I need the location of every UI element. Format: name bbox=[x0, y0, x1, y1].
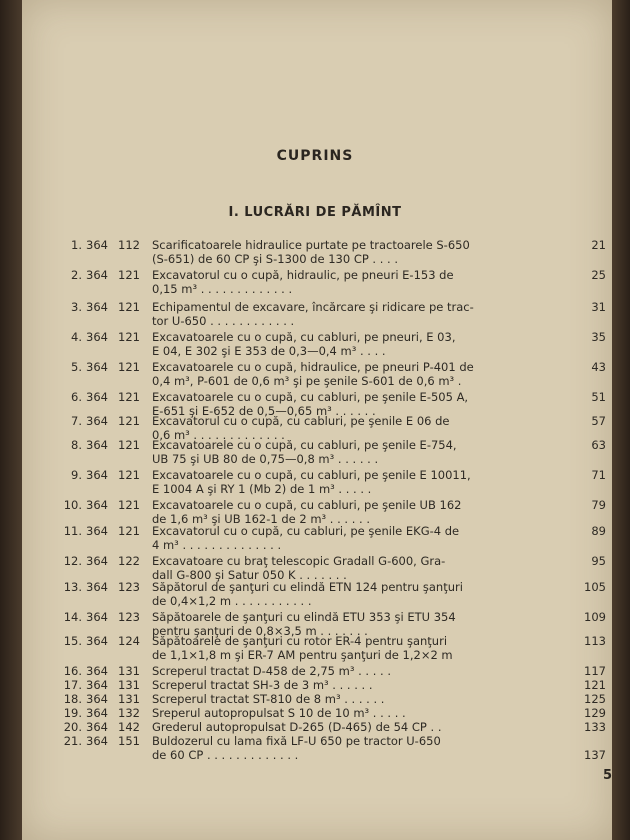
entry-number: 14. bbox=[63, 610, 82, 624]
entry-code-2: 121 bbox=[118, 414, 140, 428]
entry-code-1: 364 bbox=[86, 692, 108, 706]
entry-page: 125 bbox=[584, 692, 606, 706]
entry-title: Săpătorul de şanţuri cu elindă ETN 124 pentru şanţuri de 0,4×1,2 m . . . . . . . . . . . bbox=[152, 580, 463, 608]
entry-title: Săpătoarele de şanţuri cu rotor ER-4 pentru şanţuri de 1,1×1,8 m şi ER-7 AM pentru şanţuri de 1,2×2 m bbox=[152, 634, 453, 662]
entry-number: 21. bbox=[63, 734, 82, 748]
entry-title: Săpătoarele de şanţuri cu elindă ETU 353 şi ETU 354 pentru şanţuri de 0,8×3,5 m . . . . . . . bbox=[152, 610, 456, 638]
entry-code-2: 121 bbox=[118, 468, 140, 482]
entry-number: 2. bbox=[71, 268, 82, 282]
entry-code-1: 364 bbox=[86, 678, 108, 692]
entry-code-1: 364 bbox=[86, 554, 108, 568]
entry-page: 25 bbox=[591, 268, 606, 282]
entry-number: 1. bbox=[71, 238, 82, 252]
entry-title: Excavatoare cu braţ telescopic Gradall G-600, Gra- dall G-800 şi Satur 050 K . . . . . . . bbox=[152, 554, 446, 582]
entry-number: 11. bbox=[63, 524, 82, 538]
entry-page: 109 bbox=[584, 610, 606, 624]
entry-number: 16. bbox=[63, 664, 82, 678]
entry-code-1: 364 bbox=[86, 414, 108, 428]
entry-code-2: 142 bbox=[118, 720, 140, 734]
entry-number: 5. bbox=[71, 360, 82, 374]
entry-page: 129 bbox=[584, 706, 606, 720]
entry-page: 89 bbox=[591, 524, 606, 538]
entry-number: 9. bbox=[71, 468, 82, 482]
entry-code-1: 364 bbox=[86, 300, 108, 314]
entry-number: 18. bbox=[63, 692, 82, 706]
contents-title: CUPRINS bbox=[276, 148, 354, 164]
entry-code-1: 364 bbox=[86, 468, 108, 482]
entry-title: Excavatorul cu o cupă, cu cabluri, pe şenile E 06 de 0,6 m³ . . . . . . . . . . . . . bbox=[152, 414, 450, 442]
entry-code-1: 364 bbox=[86, 498, 108, 512]
entry-code-2: 131 bbox=[118, 678, 140, 692]
entry-code-1: 364 bbox=[86, 706, 108, 720]
entry-page: 133 bbox=[584, 720, 606, 734]
entry-number: 3. bbox=[71, 300, 82, 314]
entry-code-2: 121 bbox=[118, 360, 140, 374]
entry-title: Excavatoarele cu o cupă, cu cabluri, pe şenile E-505 A, E-651 şi E-652 de 0,5—0,65 m³ . . . . . . bbox=[152, 390, 469, 418]
entry-title: Excavatoarele cu o cupă, cu cabluri, pe pneuri, E 03, E 04, E 302 şi E 353 de 0,3—0,4 m³ . . . . bbox=[152, 330, 456, 358]
entry-code-1: 364 bbox=[86, 580, 108, 594]
entry-page: 113 bbox=[584, 634, 606, 648]
entry-code-1: 364 bbox=[86, 524, 108, 538]
entry-code-2: 123 bbox=[118, 580, 140, 594]
entry-page: 121 bbox=[584, 678, 606, 692]
entry-code-2: 151 bbox=[118, 734, 140, 748]
entry-code-1: 364 bbox=[86, 438, 108, 452]
entry-page: 51 bbox=[591, 390, 606, 404]
entry-page: 105 bbox=[584, 580, 606, 594]
entry-number: 20. bbox=[63, 720, 82, 734]
entry-page: 43 bbox=[591, 360, 606, 374]
entry-page: 137 bbox=[584, 748, 606, 762]
entry-number: 19. bbox=[63, 706, 82, 720]
entry-code-2: 131 bbox=[118, 692, 140, 706]
entry-code-2: 122 bbox=[118, 554, 140, 568]
entry-page: 117 bbox=[584, 664, 606, 678]
entry-number: 4. bbox=[71, 330, 82, 344]
entry-code-2: 123 bbox=[118, 610, 140, 624]
entry-code-1: 364 bbox=[86, 720, 108, 734]
entry-code-1: 364 bbox=[86, 390, 108, 404]
entry-code-1: 364 bbox=[86, 634, 108, 648]
entry-title: Excavatoarele cu o cupă, hidraulice, pe pneuri P-401 de 0,4 m³, P-601 de 0,6 m³ şi pe şenile S-601 de 0,6 m³ . bbox=[152, 360, 474, 388]
entry-page: 95 bbox=[591, 554, 606, 568]
entry-code-2: 112 bbox=[118, 238, 140, 252]
entry-title: Grederul autopropulsat D-265 (D-465) de 54 CP . . bbox=[152, 720, 442, 734]
entry-page: 79 bbox=[591, 498, 606, 512]
entry-page: 31 bbox=[591, 300, 606, 314]
entry-number: 15. bbox=[63, 634, 82, 648]
entry-page: 57 bbox=[591, 414, 606, 428]
entry-title: Sreperul autopropulsat S 10 de 10 m³ . . . . . bbox=[152, 706, 406, 720]
entry-code-1: 364 bbox=[86, 268, 108, 282]
entry-number: 7. bbox=[71, 414, 82, 428]
entry-code-2: 121 bbox=[118, 438, 140, 452]
entry-code-2: 121 bbox=[118, 300, 140, 314]
entry-title: Buldozerul cu lama fixă LF-U 650 pe tractor U-650 de 60 CP . . . . . . . . . . . . . bbox=[152, 734, 441, 762]
entry-title: Excavatoarele cu o cupă, cu cabluri, pe şenile E-754, UB 75 şi UB 80 de 0,75—0,8 m³ . . . . . . bbox=[152, 438, 457, 466]
page-right-edge bbox=[612, 0, 630, 840]
entry-title: Screperul tractat SH-3 de 3 m³ . . . . . . bbox=[152, 678, 373, 692]
entry-code-2: 131 bbox=[118, 664, 140, 678]
entry-code-2: 132 bbox=[118, 706, 140, 720]
entry-code-2: 121 bbox=[118, 498, 140, 512]
entry-page: 63 bbox=[591, 438, 606, 452]
entry-code-1: 364 bbox=[86, 360, 108, 374]
entry-number: 8. bbox=[71, 438, 82, 452]
entry-page: 71 bbox=[591, 468, 606, 482]
book-spine-shadow bbox=[0, 0, 22, 840]
entry-page: 21 bbox=[591, 238, 606, 252]
entry-title: Screperul tractat D-458 de 2,75 m³ . . . . . bbox=[152, 664, 392, 678]
entry-title: Excavatoarele cu o cupă, cu cabluri, pe şenile E 10011, E 1004 A şi RY 1 (Mb 2) de 1 m³ . . . . . bbox=[152, 468, 471, 496]
entry-title: Echipamentul de excavare, încărcare şi ridicare pe trac- tor U-650 . . . . . . . . . . . . bbox=[152, 300, 474, 328]
entry-code-1: 364 bbox=[86, 330, 108, 344]
entry-title: Screperul tractat ST-810 de 8 m³ . . . . . . bbox=[152, 692, 385, 706]
entry-title: Excavatoarele cu o cupă, cu cabluri, pe şenile UB 162 de 1,6 m³ şi UB 162-1 de 2 m³ . . . . . . bbox=[152, 498, 462, 526]
entry-code-2: 121 bbox=[118, 524, 140, 538]
entry-title: Excavatorul cu o cupă, cu cabluri, pe şenile EKG-4 de 4 m³ . . . . . . . . . . . . . . bbox=[152, 524, 460, 552]
entry-code-2: 124 bbox=[118, 634, 140, 648]
entry-code-2: 121 bbox=[118, 330, 140, 344]
entry-number: 17. bbox=[63, 678, 82, 692]
entry-number: 13. bbox=[63, 580, 82, 594]
entry-page: 35 bbox=[591, 330, 606, 344]
section-heading: I. LUCRĂRI DE PĂMÎNT bbox=[228, 205, 402, 220]
entry-title: Excavatorul cu o cupă, hidraulic, pe pneuri E-153 de 0,15 m³ . . . . . . . . . . . . . bbox=[152, 268, 454, 296]
entry-number: 12. bbox=[63, 554, 82, 568]
entry-code-1: 364 bbox=[86, 610, 108, 624]
entry-title: Scarificatoarele hidraulice purtate pe tractoarele S-650 (S-651) de 60 CP şi S-1300 de 130 CP . . . . bbox=[152, 238, 470, 266]
entry-code-2: 121 bbox=[118, 268, 140, 282]
entry-code-1: 364 bbox=[86, 664, 108, 678]
entry-code-1: 364 bbox=[86, 238, 108, 252]
page-number: 5 bbox=[602, 768, 612, 783]
entry-number: 10. bbox=[63, 498, 82, 512]
entry-code-1: 364 bbox=[86, 734, 108, 748]
entry-number: 6. bbox=[71, 390, 82, 404]
entry-code-2: 121 bbox=[118, 390, 140, 404]
